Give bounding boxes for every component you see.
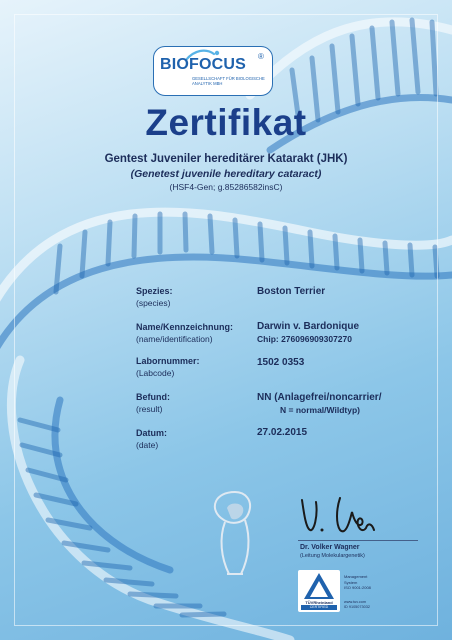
logo-brand: BIOFOCUS	[160, 56, 247, 73]
signature-line	[298, 540, 418, 541]
subtitle-german: Gentest Juveniler hereditärer Katarakt (JHK)	[104, 153, 348, 165]
system-line: System	[344, 579, 358, 585]
subtitle-english: (Genetest juvenile hereditary cataract)	[130, 168, 322, 180]
signatory-name: Dr. Volker Wagner	[300, 544, 360, 551]
field-sublabel: (result)	[136, 404, 163, 414]
field-sublabel: (name/identification)	[136, 334, 213, 344]
field-label: Spezies:	[136, 286, 173, 296]
tuv-certification-badge	[298, 570, 340, 612]
handwritten-signature	[296, 490, 382, 540]
gene-designation: (HSF4-Gen; g.85286582insC)	[169, 182, 283, 192]
field-label: Name/Kennzeichnung:	[136, 322, 234, 332]
field-sublabel: (species)	[136, 298, 171, 308]
logo-tagline: GESELLSCHAFT FÜR BIOLOGISCHE ANALYTIK MBH	[192, 76, 265, 86]
field-label: Befund:	[136, 392, 170, 402]
field-value: 27.02.2015	[257, 427, 308, 438]
tuv-url-block	[344, 600, 370, 610]
field-value: 1502 0353	[257, 357, 305, 368]
tuv-certified-label: CERTIFIED	[301, 605, 337, 610]
tuv-name: TÜVRheinland	[305, 600, 333, 605]
certificate-title: Zertifikat	[145, 102, 307, 143]
field-value: Boston Terrier	[257, 286, 326, 297]
field-value: Darwin v. Bardonique	[257, 321, 360, 332]
field-sublabel: (date)	[136, 440, 159, 450]
field-value: NN (Anlagefrei/noncarrier/	[257, 392, 382, 403]
field-label: Datum:	[136, 428, 167, 438]
system-line: ISO 9001:2008	[344, 585, 371, 590]
system-line: Management	[344, 574, 368, 579]
field-value-secondary: Chip: 276096909307270	[257, 334, 352, 344]
management-system-text	[344, 574, 371, 591]
tuv-triangle-icon	[303, 572, 335, 600]
field-value-secondary: N = normal/Wildtyp)	[280, 405, 360, 415]
signatory-role: (Leitung Molekulargenetik)	[300, 553, 365, 559]
biofocus-logo	[153, 46, 273, 96]
field-label: Labornummer:	[136, 356, 200, 366]
tuv-id: ID 9105073032	[344, 605, 370, 609]
tuv-url: www.tuv.com	[344, 600, 367, 604]
field-sublabel: (Labcode)	[136, 368, 175, 378]
logo-registered-mark: ®	[258, 52, 264, 61]
dog-emblem-icon	[205, 488, 265, 588]
